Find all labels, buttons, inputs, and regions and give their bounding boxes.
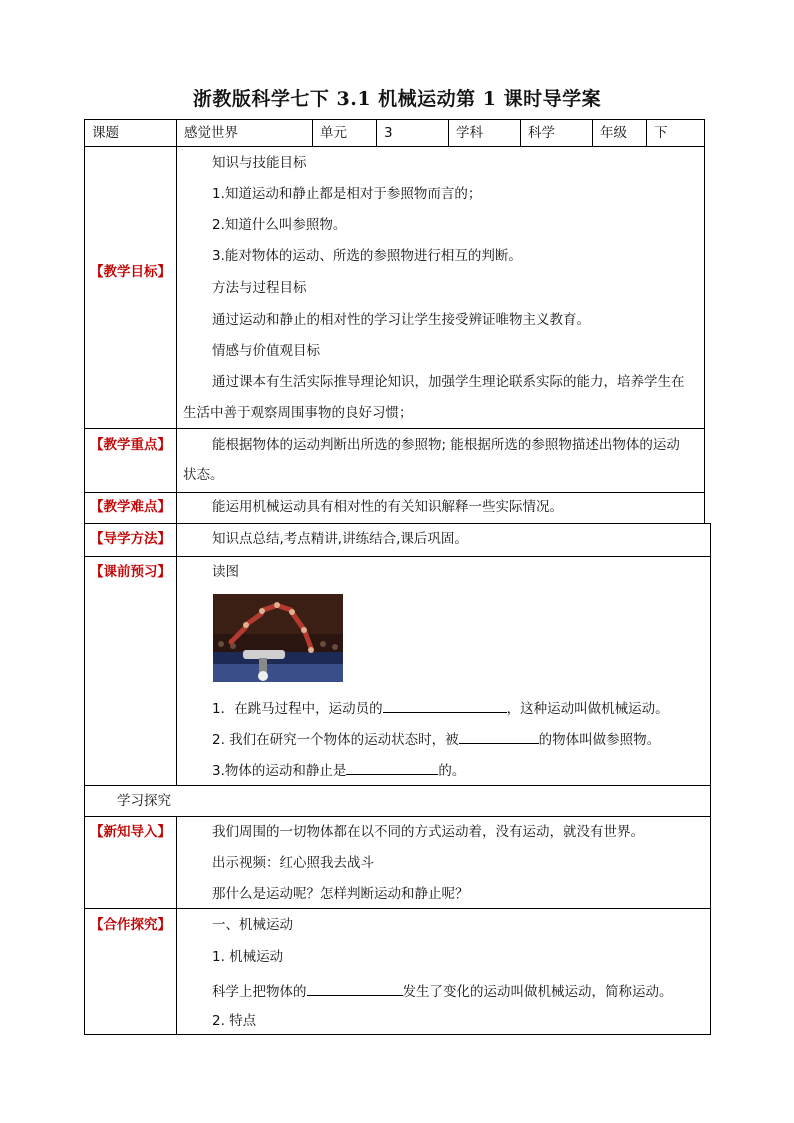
goals-line: 情感与价值观目标 — [212, 343, 320, 359]
method-label: 【导学方法】 — [90, 531, 171, 547]
explore-heading: 学习探究 — [117, 793, 171, 809]
goals-line: 生活中善于观察周围事物的良好习惯； — [183, 405, 413, 421]
method-text: 知识点总结,考点精讲,讲练结合,课后巩固。 — [212, 531, 468, 547]
goals-line: 知识与技能目标 — [212, 155, 307, 171]
preview-question-2: 2. 我们在研究一个物体的运动状态时，被 的物体叫做参照物。 — [212, 732, 661, 748]
preview-question-3: 3.物体的运动和静止是 的。 — [212, 763, 466, 779]
vault-gymnast-photo — [213, 594, 343, 682]
key-points-line: 能根据物体的运动判断出所选的参照物; 能根据所选的参照物描述出物体的运动 — [212, 437, 680, 453]
cooperation-line: 科学上把物体的 发生了变化的运动叫做机械运动，简称运动。 — [212, 984, 673, 1000]
goals-line: 1.知道运动和静止都是相对于参照物而言的； — [212, 186, 482, 202]
key-points-line: 状态。 — [183, 467, 224, 483]
goals-line: 通过运动和静止的相对性的学习让学生接受辨证唯物主义教育。 — [212, 312, 590, 328]
goals-line: 2.知道什么叫参照物。 — [212, 217, 347, 233]
difficulties-text: 能运用机械运动具有相对性的有关知识解释一些实际情况。 — [212, 499, 563, 515]
new-knowledge-line: 出示视频：红心照我去战斗 — [212, 855, 374, 871]
difficulties-label: 【教学难点】 — [90, 499, 171, 515]
cooperation-line: 一、机械运动 — [212, 917, 293, 933]
goals-label: 【教学目标】 — [90, 264, 171, 280]
course-value: 感觉世界 — [184, 125, 238, 141]
goals-line: 3.能对物体的运动、所选的参照物进行相互的判断。 — [212, 248, 522, 264]
cooperation-line: 2. 特点 — [212, 1013, 257, 1029]
grade-label: 年级 — [600, 125, 627, 141]
new-knowledge-line: 我们周围的一切物体都在以不同的方式运动着，没有运动，就没有世界。 — [212, 824, 644, 840]
key-points-label: 【教学重点】 — [90, 437, 171, 453]
goals-line: 通过课本有生活实际推导理论知识，加强学生理论联系实际的能力，培养学生在 — [212, 374, 685, 390]
unit-value: 3 — [384, 125, 393, 141]
preview-question-1: 1．在跳马过程中，运动员的 ，这种运动叫做机械运动。 — [212, 701, 669, 717]
read-map-text: 读图 — [212, 564, 239, 580]
new-knowledge-line: 那什么是运动呢？怎样判断运动和静止呢？ — [212, 886, 469, 902]
course-label: 课题 — [92, 125, 119, 141]
goals-line: 方法与过程目标 — [212, 280, 307, 296]
cooperation-label: 【合作探究】 — [90, 917, 171, 933]
subject-value: 科学 — [528, 125, 555, 141]
subject-label: 学科 — [456, 125, 483, 141]
preview-label: 【课前预习】 — [90, 564, 171, 580]
cooperation-line: 1. 机械运动 — [212, 949, 284, 965]
unit-label: 单元 — [320, 125, 347, 141]
grade-value: 下 — [654, 125, 668, 141]
new-knowledge-label: 【新知导入】 — [90, 824, 171, 840]
page-title: 浙教版科学七下 3.1 机械运动第 1 课时导学案 — [192, 88, 602, 110]
